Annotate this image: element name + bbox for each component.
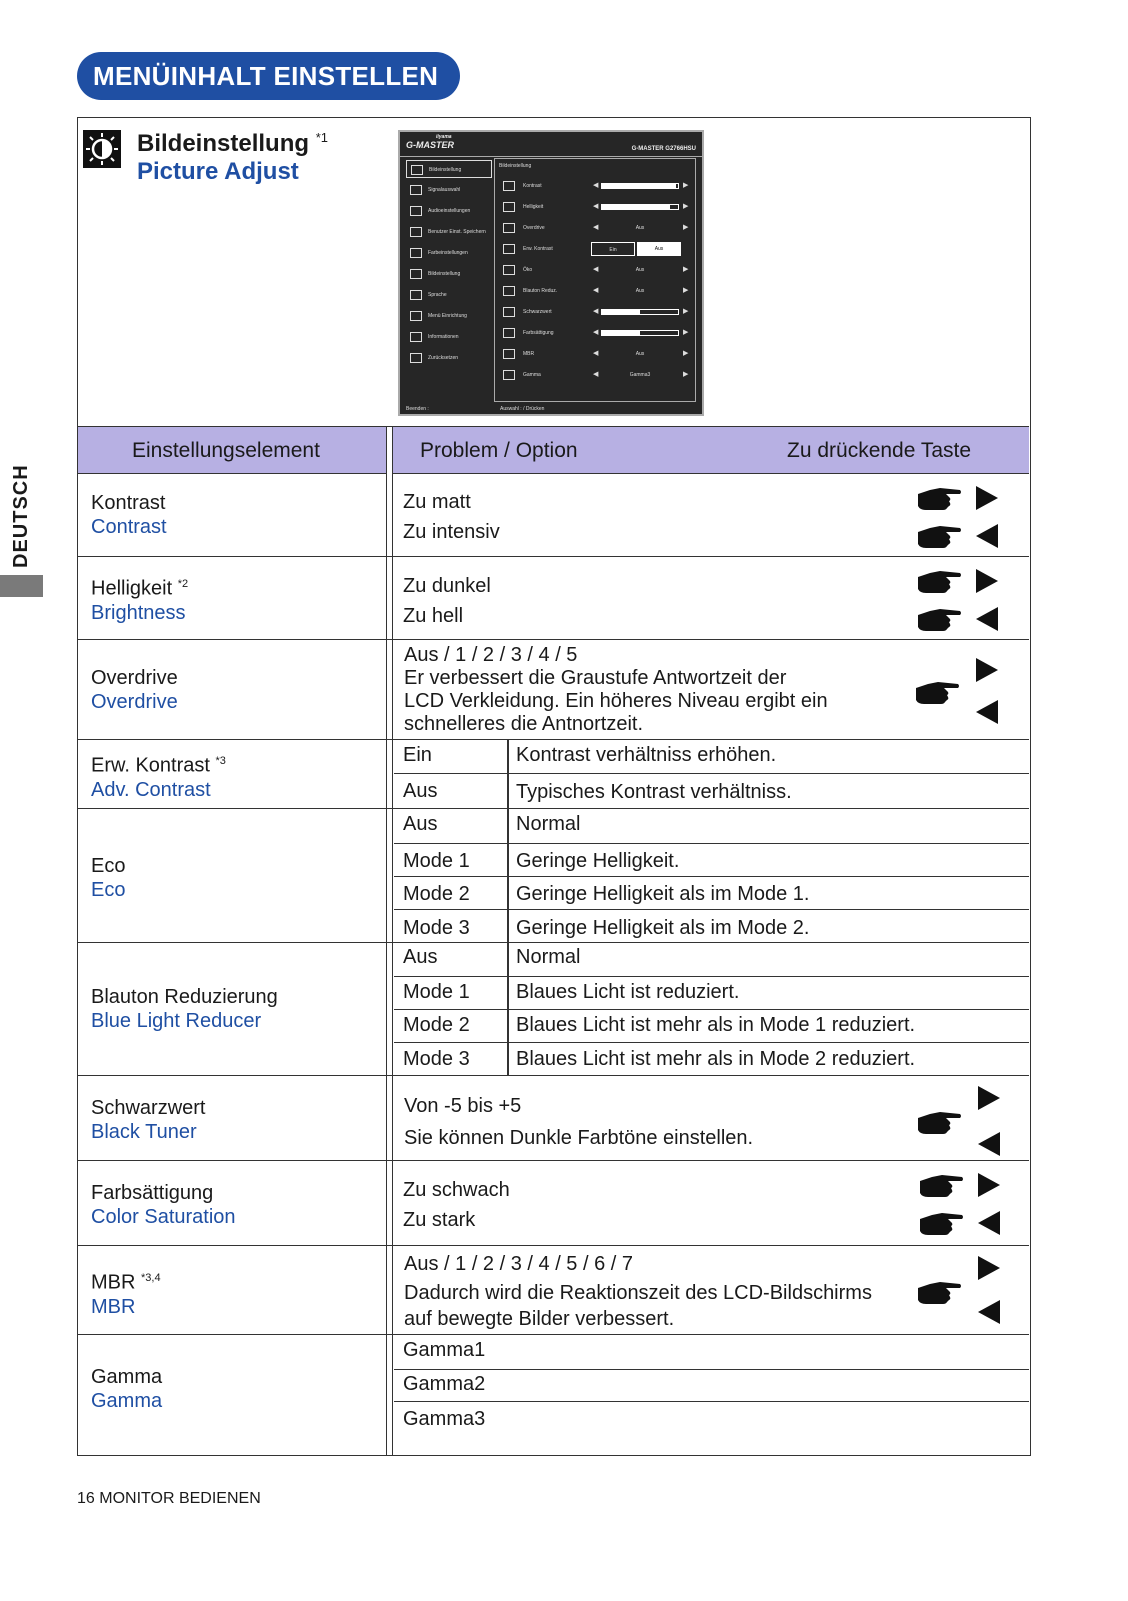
option-value: Geringe Helligkeit als im Mode 2. bbox=[516, 917, 810, 939]
osd-menu-icon bbox=[411, 165, 423, 175]
section-title bbox=[137, 130, 328, 158]
option-value: Normal bbox=[516, 813, 581, 835]
option-row bbox=[394, 1009, 1029, 1043]
left-arrow-icon bbox=[978, 1300, 1000, 1324]
header-setting: Einstellungselement bbox=[132, 439, 320, 462]
left-arrow-icon bbox=[978, 1132, 1000, 1156]
row-farbsaettigung bbox=[78, 1161, 1029, 1246]
osd-setting-item: MBR ◀ Aus ▶ bbox=[503, 347, 693, 361]
option-value: Blaues Licht ist mehr als in Mode 1 reduziert. bbox=[516, 1014, 916, 1036]
option-text: Aus / 1 / 2 / 3 / 4 / 5 / 6 / 7 Dadurch wird die Reaktionszeit des LCD-Bildschirms auf bewegte Bilder verbessert. bbox=[404, 1253, 872, 1330]
row-eco bbox=[78, 809, 1029, 943]
osd-brand: iiyama G-MASTER bbox=[406, 134, 454, 150]
setting-name: Blauton Reduzierung Blue Light Reducer bbox=[91, 986, 278, 1032]
osd-setting-icon bbox=[503, 244, 515, 254]
right-arrow-icon bbox=[976, 658, 998, 682]
osd-menu-icon bbox=[410, 269, 422, 279]
page-footer: 16 MONITOR BEDIENEN bbox=[77, 1490, 261, 1507]
row-schwarzwert bbox=[78, 1076, 1029, 1161]
osd-menu-item: Audioeinstellungen bbox=[406, 202, 492, 220]
option-key: Mode 1 bbox=[403, 981, 470, 1003]
option-key: Aus bbox=[403, 946, 438, 968]
row-overdrive bbox=[78, 640, 1029, 740]
osd-menu-icon bbox=[410, 290, 422, 300]
osd-menu-item: Benutzer Einst. Speichern bbox=[406, 223, 492, 241]
osd-menu-item: Sprache bbox=[406, 286, 492, 304]
osd-footer-right: Auswahl : / Drücken bbox=[500, 406, 545, 412]
option-row: Gamma2 bbox=[394, 1369, 1029, 1402]
language-tab-label: DEUTSCH bbox=[10, 464, 32, 568]
language-tab-bar bbox=[0, 575, 43, 597]
option-value: Blaues Licht ist reduziert. bbox=[516, 981, 740, 1003]
osd-setting-icon bbox=[503, 349, 515, 359]
osd-setting-item: Öko ◀ Aus ▶ bbox=[503, 263, 693, 277]
osd-menu-icon bbox=[410, 311, 422, 321]
setting-name: Eco Eco bbox=[91, 855, 126, 901]
osd-setting-item: Farbsättigung ◀ ▶ bbox=[503, 326, 693, 340]
option-value: Geringe Helligkeit. bbox=[516, 850, 680, 872]
setting-name: Farbsättigung Color Saturation bbox=[91, 1182, 236, 1228]
osd-setting-icon bbox=[503, 181, 515, 191]
osd-setting-item: Overdrive ◀ Aus ▶ bbox=[503, 221, 693, 235]
option-row: Gamma1 bbox=[403, 1339, 486, 1361]
row-blauton bbox=[78, 943, 1029, 1076]
osd-menu-icon bbox=[410, 332, 422, 342]
option-text: Zu matt Zu intensiv bbox=[403, 491, 500, 543]
osd-screenshot bbox=[398, 130, 704, 416]
setting-name: Overdrive Overdrive bbox=[91, 667, 178, 713]
option-row bbox=[394, 809, 1029, 843]
right-arrow-icon bbox=[976, 486, 998, 510]
option-text: Aus / 1 / 2 / 3 / 4 / 5 Er verbessert die Graustufe Antwortzeit der LCD Verkleidung. Ein höheres Niveau ergibt ein schnelleres die Antnortzeit. bbox=[404, 644, 828, 735]
header-key: Zu drückende Taste bbox=[787, 439, 972, 462]
option-row bbox=[394, 909, 1029, 943]
row-mbr bbox=[78, 1246, 1029, 1335]
osd-divider bbox=[400, 156, 702, 157]
hand-icon bbox=[916, 1280, 962, 1306]
section-title-en: Picture Adjust bbox=[137, 158, 299, 185]
osd-menu-item: Bildeinstellung bbox=[406, 265, 492, 283]
option-row bbox=[394, 876, 1029, 910]
hand-icon bbox=[918, 1173, 964, 1199]
left-arrow-icon bbox=[976, 607, 998, 631]
osd-menu-icon bbox=[410, 227, 422, 237]
left-arrow-icon bbox=[976, 524, 998, 548]
row-helligkeit bbox=[78, 557, 1029, 640]
right-arrow-icon bbox=[976, 569, 998, 593]
hand-icon bbox=[916, 524, 962, 550]
left-arrow-icon bbox=[978, 1211, 1000, 1235]
option-text: Zu schwach Zu stark bbox=[403, 1179, 510, 1231]
option-value: Blaues Licht ist mehr als in Mode 2 reduziert. bbox=[516, 1048, 916, 1070]
hand-icon bbox=[916, 607, 962, 633]
option-value: Normal bbox=[516, 946, 581, 968]
option-text: Zu dunkel Zu hell bbox=[403, 575, 491, 627]
osd-setting-item: Gamma ◀ Gamma3 ▶ bbox=[503, 368, 693, 382]
right-arrow-icon bbox=[978, 1086, 1000, 1110]
setting-name: Helligkeit $^{*2}$ Brightness bbox=[91, 577, 189, 624]
osd-menu-item: Farbeinstellungen bbox=[406, 244, 492, 262]
right-arrow-icon bbox=[978, 1173, 1000, 1197]
osd-menu-icon bbox=[410, 185, 422, 195]
option-row bbox=[394, 976, 1029, 1010]
osd-setting-item: Helligkeit ◀ ▶ bbox=[503, 200, 693, 214]
osd-menu-icon bbox=[410, 206, 422, 216]
osd-setting-icon bbox=[503, 328, 515, 338]
section-title-de: Bildeinstellung bbox=[137, 130, 310, 157]
osd-setting-item: Blauton Reduz. ◀ Aus ▶ bbox=[503, 284, 693, 298]
option-row: Gamma3 bbox=[394, 1401, 1029, 1454]
osd-setting-item: Kontrast ◀ ▶ bbox=[503, 179, 693, 193]
hand-icon bbox=[914, 680, 960, 706]
option-key: Mode 2 bbox=[403, 883, 470, 905]
osd-menu-item: Menü Einrichtung bbox=[406, 307, 492, 325]
osd-menu-icon bbox=[410, 248, 422, 258]
osd-setting-icon bbox=[503, 370, 515, 380]
picture-adjust-icon bbox=[83, 130, 121, 168]
section-title-footnote: *1 bbox=[315, 130, 328, 145]
osd-right-panel bbox=[494, 158, 696, 402]
settings-table bbox=[77, 117, 1031, 1456]
osd-setting-item: Erw. Kontrast Ein Aus bbox=[503, 242, 693, 256]
row-erw-kontrast bbox=[78, 740, 1029, 809]
setting-name: Gamma Gamma bbox=[91, 1366, 163, 1412]
setting-name: Schwarzwert Black Tuner bbox=[91, 1097, 206, 1143]
osd-model: G-MASTER G2766HSU bbox=[631, 146, 696, 152]
option-row bbox=[394, 1042, 1029, 1076]
option-value: Geringe Helligkeit als im Mode 1. bbox=[516, 883, 810, 905]
hand-icon bbox=[916, 1110, 962, 1136]
osd-setting-icon bbox=[503, 265, 515, 275]
osd-setting-icon bbox=[503, 223, 515, 233]
hand-icon bbox=[918, 1211, 964, 1237]
option-key: Mode 3 bbox=[403, 917, 470, 939]
option-key: Mode 2 bbox=[403, 1014, 470, 1036]
row-gamma bbox=[78, 1335, 1029, 1455]
setting-name: Erw. Kontrast $^{*3}$ Adv. Contrast bbox=[91, 754, 226, 801]
hand-icon bbox=[916, 569, 962, 595]
option-text: Von -5 bis +5 Sie können Dunkle Farbtöne einstellen. bbox=[404, 1095, 754, 1149]
osd-menu-item: Informationen bbox=[406, 328, 492, 346]
osd-menu-item: Signalauswahl bbox=[406, 181, 492, 199]
language-tab bbox=[0, 457, 43, 597]
right-arrow-icon bbox=[978, 1256, 1000, 1280]
option-row: Aus Typisches Kontrast verhältniss. bbox=[394, 773, 1029, 809]
setting-name: Kontrast Contrast bbox=[91, 492, 167, 538]
osd-setting-icon bbox=[503, 286, 515, 296]
osd-setting-icon bbox=[503, 202, 515, 212]
osd-setting-item: Schwarzwert ◀ ▶ bbox=[503, 305, 693, 319]
row-kontrast bbox=[78, 474, 1029, 557]
setting-name: MBR $^{*3,4}$ MBR bbox=[91, 1271, 161, 1318]
left-arrow-icon bbox=[976, 700, 998, 724]
option-row bbox=[394, 943, 1029, 976]
option-key: Aus bbox=[403, 813, 438, 835]
section-header bbox=[78, 118, 1029, 427]
option-key: Mode 3 bbox=[403, 1048, 470, 1070]
osd-setting-icon bbox=[503, 307, 515, 317]
table-header bbox=[78, 427, 1029, 474]
hand-icon bbox=[916, 486, 962, 512]
osd-footer-left: Beenden : bbox=[406, 406, 429, 412]
osd-menu-icon bbox=[410, 353, 422, 363]
option-row: Ein Kontrast verhältniss erhöhen. bbox=[394, 740, 1029, 773]
header-problem: Problem / Option bbox=[420, 439, 578, 462]
option-key: Mode 1 bbox=[403, 850, 470, 872]
option-row bbox=[394, 843, 1029, 877]
osd-menu-item: Bildeinstellung bbox=[406, 160, 492, 178]
osd-panel-title: Bildeinstellung bbox=[499, 163, 532, 169]
page-title: MENÜINHALT EINSTELLEN bbox=[77, 52, 460, 100]
osd-menu-item: Zurücksetzen bbox=[406, 349, 492, 367]
